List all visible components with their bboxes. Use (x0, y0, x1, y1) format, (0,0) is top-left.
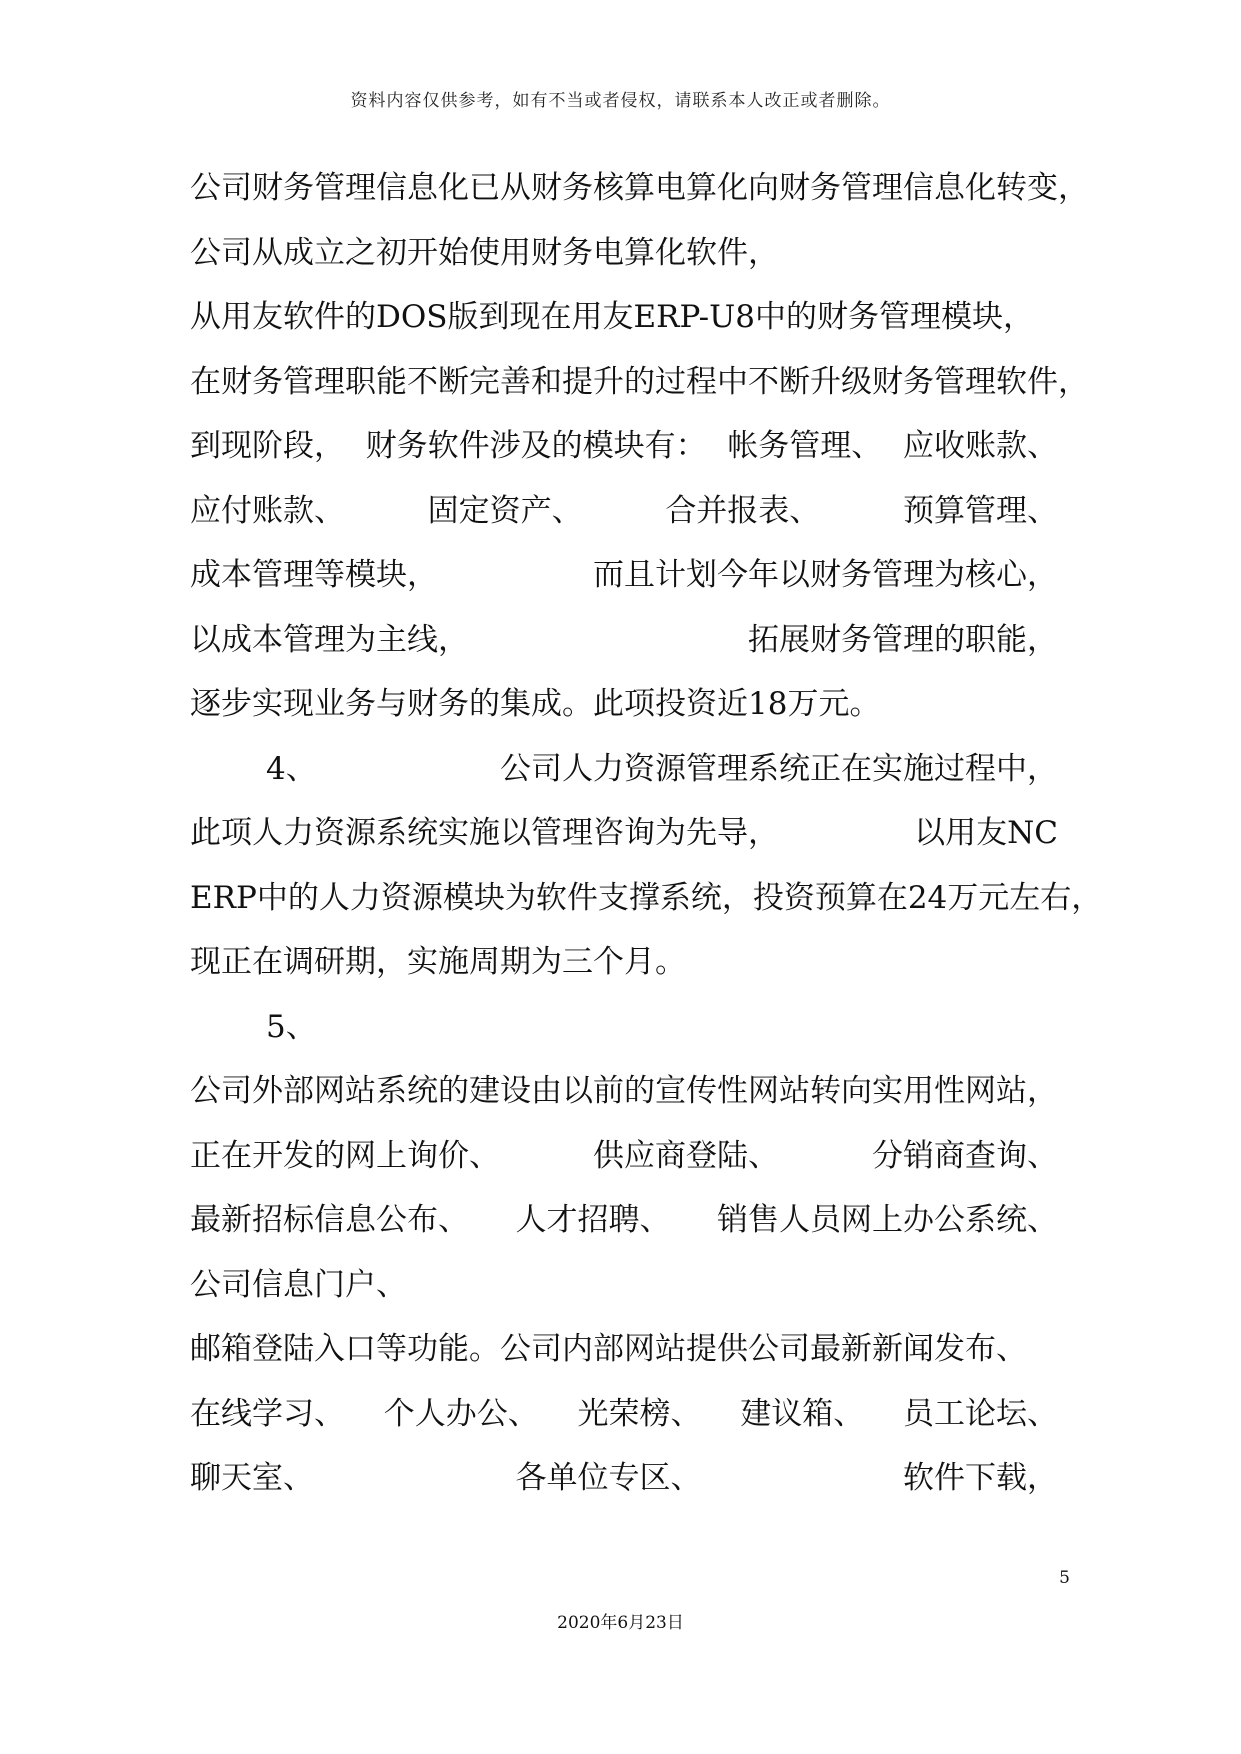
text-segment: 分销商查询、 (872, 1137, 1058, 1174)
text-line (190, 543, 1058, 608)
text-line (190, 995, 1058, 1060)
page-number: 5 (1059, 1568, 1070, 1588)
text-segment: 个人办公、 (383, 1395, 539, 1432)
text-segment: 公司财务管理信息化已从财务核算电算化向财务管理信息化转变， (190, 170, 1089, 206)
text-line (190, 156, 1089, 221)
text-segment: 公司从成立之初开始使用财务电算化软件， (190, 234, 779, 271)
text-line (190, 737, 1058, 802)
text-segment: 建议箱、 (740, 1395, 865, 1432)
list-number: 5、 (266, 1008, 317, 1045)
text-segment: 在财务管理职能不断完善和提升的过程中不断升级财务管理软件， (190, 363, 1089, 400)
text-segment: 以用友NC (914, 815, 1058, 851)
text-segment: 公司信息门户、 (190, 1266, 407, 1303)
text-segment: 逐步实现业务与财务的集成。此项投资近18万元。 (190, 686, 881, 722)
text-segment: ERP中的人力资源模块为软件支撑系统， (190, 879, 753, 916)
text-line (190, 1382, 1058, 1447)
text-segment: 到现阶段， (190, 428, 345, 464)
text-line (190, 1059, 1058, 1124)
text-line (190, 1253, 1058, 1318)
text-segment: 各单位专区、 (515, 1460, 702, 1496)
text-segment: 此项人力资源系统实施以管理咨询为先导， (190, 815, 779, 851)
text-segment: 固定资产、 (427, 492, 583, 529)
text-line (190, 866, 1103, 931)
text-line (190, 1124, 1058, 1189)
text-segment: 销售人员网上办公系统、 (717, 1202, 1058, 1238)
text-line (190, 608, 1058, 673)
text-line (190, 1317, 1058, 1382)
text-segment: 正在开发的网上询价、 (190, 1137, 500, 1174)
text-segment: 现正在调研期，实施周期为三个月。 (190, 944, 686, 980)
text-line (190, 350, 1089, 415)
text-segment: 聊天室、 (190, 1460, 314, 1496)
text-segment: 邮箱登陆入口等功能。公司内部网站提供公司最新新闻发布、 (190, 1331, 1027, 1367)
text-line (190, 479, 1058, 544)
text-segment: 应收账款、 (902, 428, 1058, 464)
text-segment: 在线学习、 (190, 1395, 345, 1432)
text-segment: 光荣榜、 (577, 1395, 702, 1432)
text-segment: 拓展财务管理的职能， (748, 621, 1058, 658)
text-segment: 软件下载， (903, 1460, 1058, 1496)
page-header-disclaimer: 资料内容仅供参考，如有不当或者侵权，请联系本人改正或者删除。 (350, 91, 891, 111)
text-segment: 以成本管理为主线， (190, 621, 469, 658)
text-line (190, 414, 1058, 479)
text-line (190, 1446, 1058, 1511)
text-line (190, 285, 1058, 350)
text-segment: 最新招标信息公布、 (190, 1202, 469, 1238)
text-segment: 应付账款、 (190, 492, 345, 529)
text-segment: 从用友软件的DOS版到现在用友ERP-U8中的财务管理模块， (190, 299, 1034, 335)
list-number: 4、 (266, 750, 317, 787)
text-line (190, 221, 1058, 286)
text-segment: 公司外部网站系统的建设由以前的宣传性网站转向实用性网站， (190, 1073, 1058, 1109)
text-segment: 而且计划今年以财务管理为核心， (593, 557, 1058, 593)
text-segment: 财务软件涉及的模块有： (365, 428, 707, 464)
text-segment: 投资预算在24万元左右， (752, 879, 1103, 916)
text-line (190, 672, 1058, 737)
text-segment: 预算管理、 (902, 492, 1058, 529)
text-segment: 公司人力资源管理系统正在实施过程中， (500, 750, 1058, 787)
text-line (190, 930, 1058, 995)
text-line (190, 801, 1058, 866)
text-segment: 供应商登陆、 (593, 1137, 779, 1174)
text-segment: 合并报表、 (665, 492, 821, 529)
text-segment: 帐务管理、 (727, 428, 883, 464)
text-segment: 人才招聘、 (515, 1202, 671, 1238)
footer-date: 2020年6月23日 (557, 1613, 684, 1633)
document-body (190, 156, 1103, 1511)
text-segment: 员工论坛、 (903, 1395, 1058, 1432)
text-segment: 成本管理等模块， (190, 557, 438, 593)
text-line (190, 1188, 1058, 1253)
